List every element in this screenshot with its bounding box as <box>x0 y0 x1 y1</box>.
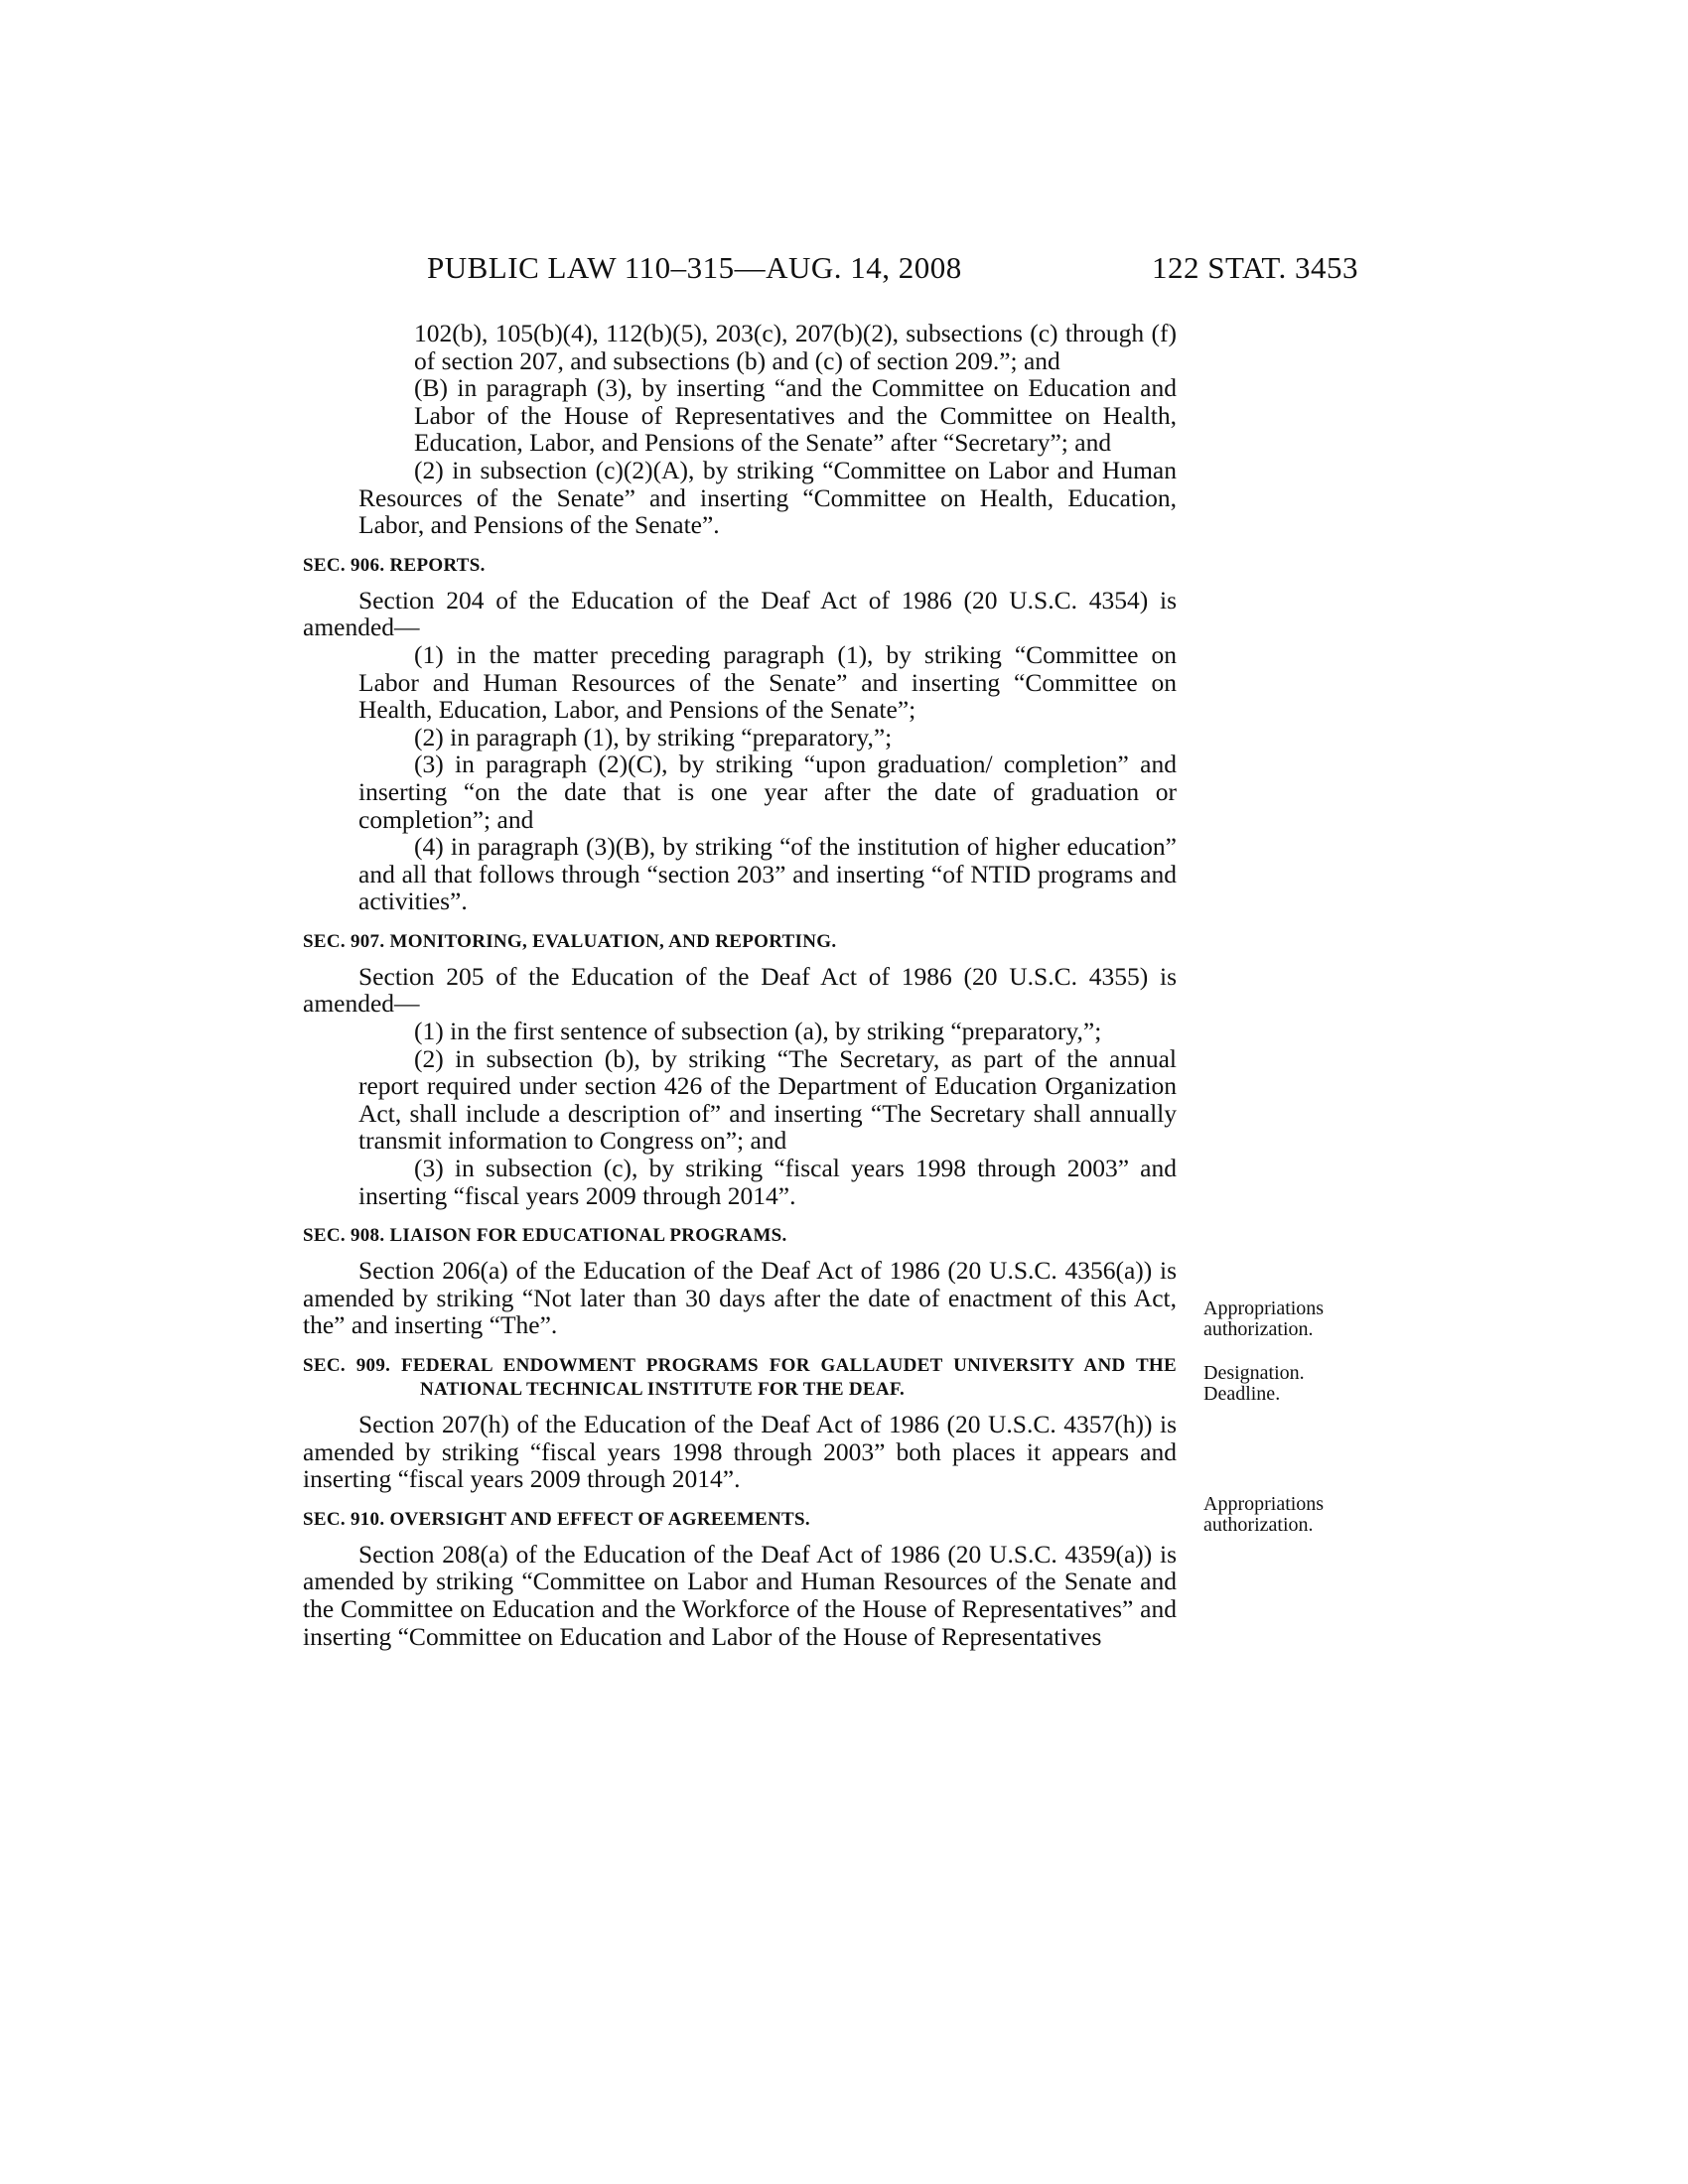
section-907-intro: Section 205 of the Education of the Deaf Act of 1986 (20 U.S.C. 4355) is amended— <box>303 961 1177 1019</box>
section-906-item-4: (4) in paragraph (3)(B), by striking “of the institution of higher education” and all that follows through “section 203” and inserting “of NTID programs and activities”. <box>358 832 1177 916</box>
paragraph-b-text: (B) in paragraph (3), by inserting “and the Committee on Education and Labor of the House of Representatives and the Committee on Health, Education, Labor, and Pensions of the Senate” after “Secretary”; and <box>414 373 1177 458</box>
margin-note-designation-908 <box>1203 1363 1402 1405</box>
section-908-heading: SEC. 908. LIAISON FOR EDUCATIONAL PROGRAMS. <box>303 1225 787 1247</box>
running-header-left: PUBLIC LAW 110–315—AUG. 14, 2008 <box>427 250 962 285</box>
section-909-heading: SEC. 909. FEDERAL ENDOWMENT PROGRAMS FOR GALLAUDET UNIVERSITY AND THE NATIONAL TECHNICAL INSTITUTE FOR THE DEAF. <box>303 1355 1177 1400</box>
section-906-item-1: (1) in the matter preceding paragraph (1), by striking “Committee on Labor and Human Resources of the Senate” and inserting “Committee on Health, Education, Labor, and Pensions of the Senate”; <box>358 639 1177 725</box>
section-908-text: Section 206(a) of the Education of the Deaf Act of 1986 (20 U.S.C. 4356(a)) is amended by striking “Not later than 30 days after the date of enactment of this Act, the” and inserting “The”. <box>303 1256 1177 1340</box>
statute-body <box>303 320 1177 1650</box>
section-907-item-1: (1) in the first sentence of subsection (a), by striking “preparatory,”; <box>414 1017 1102 1046</box>
section-907-item-2: (2) in subsection (b), by striking “The Secretary, as part of the annual report required under section 426 of the Department of Education Organization Act, shall include a description of” and inserting “The Secretary shall annually transmit information to Congress on”; and <box>358 1043 1177 1156</box>
section-907-heading: SEC. 907. MONITORING, EVALUATION, AND REPORTING. <box>303 930 837 952</box>
margin-note-line: Appropriations <box>1203 1297 1325 1319</box>
section-910-heading: SEC. 910. OVERSIGHT AND EFFECT OF AGREEMENTS. <box>303 1508 810 1530</box>
section-906-item-3: (3) in paragraph (2)(C), by striking “upon graduation/ completion” and inserting “on the date that is one year after the date of graduation or completion”; and <box>358 750 1177 834</box>
margin-note-line: Designation. <box>1203 1362 1305 1384</box>
section-906-intro: Section 204 of the Education of the Deaf Act of 1986 (20 U.S.C. 4354) is amended— <box>303 585 1177 642</box>
margin-note-line: Deadline. <box>1203 1383 1281 1405</box>
section-906-heading: SEC. 906. REPORTS. <box>303 554 486 576</box>
margin-note-line: Appropriations <box>1203 1493 1325 1515</box>
paragraph-2: (2) in subsection (c)(2)(A), by striking “Committee on Labor and Human Resources of the Senate” and inserting “Committee on Health, Education, Labor, and Pensions of the Senate”. <box>358 455 1177 540</box>
section-906-item-2: (2) in paragraph (1), by striking “preparatory,”; <box>414 722 893 751</box>
margin-note-line: authorization. <box>1203 1514 1314 1536</box>
margin-note-line: authorization. <box>1203 1318 1314 1340</box>
section-907-item-3: (3) in subsection (c), by striking “fiscal years 1998 through 2003” and inserting “fiscal years 2009 through 2014”. <box>358 1154 1177 1210</box>
paragraph-b <box>303 374 1177 457</box>
margin-note-appropriations-909 <box>1203 1494 1402 1536</box>
continuation-paragraph: 102(b), 105(b)(4), 112(b)(5), 203(c), 207(b)(2), subsections (c) through (f) of section 207, and subsections (b) and (c) of section 209.”; and <box>414 319 1177 375</box>
margin-note-appropriations-907 <box>1203 1298 1402 1340</box>
section-909-text: Section 207(h) of the Education of the Deaf Act of 1986 (20 U.S.C. 4357(h)) is amended by striking “fiscal years 1998 through 2003” both places it appears and inserting “fiscal years 2009 through 2014”. <box>303 1410 1177 1494</box>
running-header-right: 122 STAT. 3453 <box>1152 250 1359 285</box>
section-910-text: Section 208(a) of the Education of the Deaf Act of 1986 (20 U.S.C. 4359(a)) is amended by striking “Committee on Labor and Human Resources of the Senate and the Committee on Education and the Workforce of the House of Representatives” and inserting “Committee on Education and Labor of the House of Representatives <box>303 1539 1177 1651</box>
